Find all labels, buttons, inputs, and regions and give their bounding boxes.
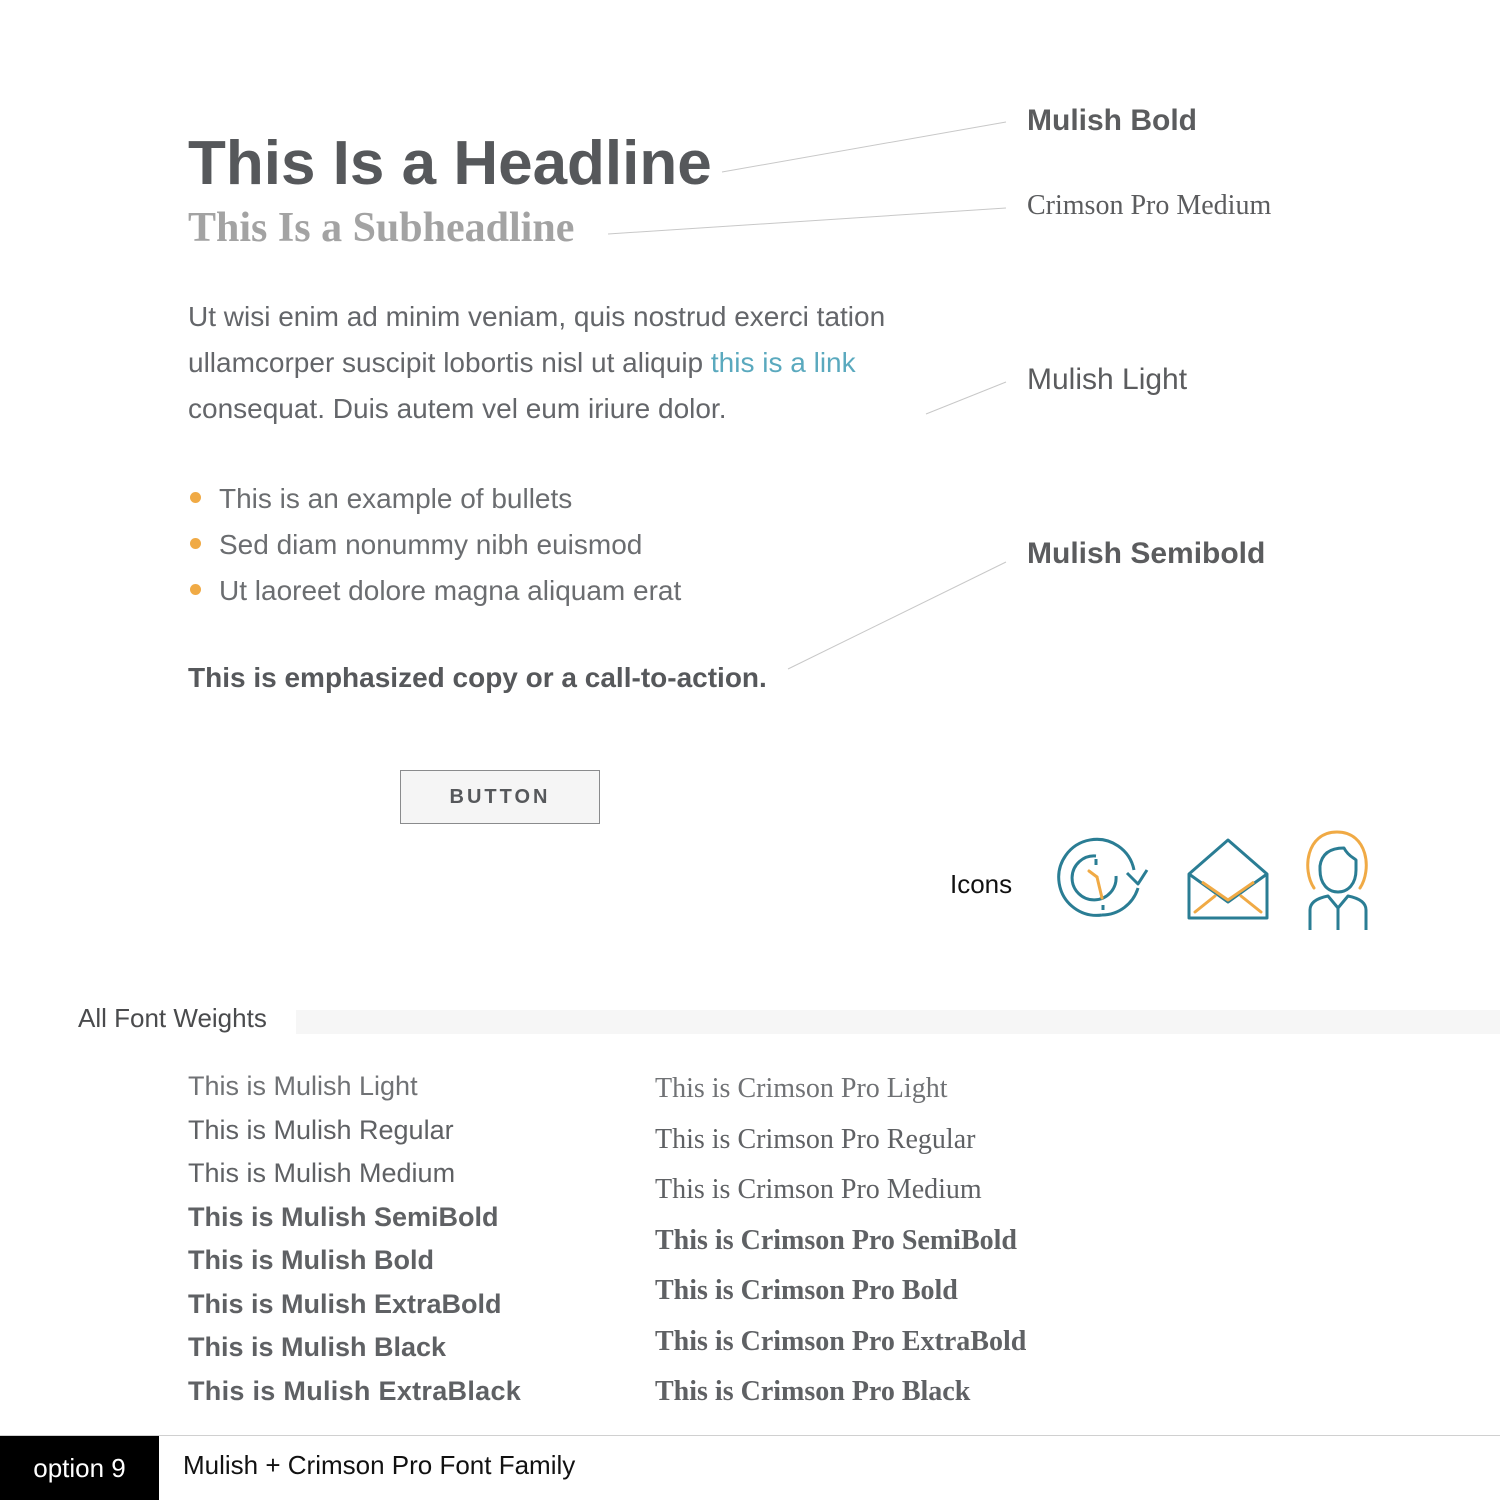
headline: This Is a Headline [188, 129, 712, 198]
cta-button[interactable]: BUTTON [400, 770, 600, 824]
leader-line-emphasis [788, 562, 1006, 669]
list-item-text: This is an example of bullets [219, 483, 573, 514]
weight-sample-crimson-regular: This is Crimson Pro Regular [655, 1123, 976, 1155]
weight-sample-crimson-extrabold: This is Crimson Pro ExtraBold [655, 1325, 1027, 1357]
woman-avatar-icon [1292, 826, 1392, 932]
weight-sample-mulish-semibold: This is Mulish SemiBold [188, 1201, 499, 1232]
clock-refresh-icon [1052, 826, 1152, 932]
weight-sample-mulish-extrabold: This is Mulish ExtraBold [188, 1288, 502, 1319]
icons-label: Icons [950, 869, 1013, 899]
weight-sample-mulish-black: This is Mulish Black [188, 1332, 447, 1362]
footer-divider [0, 1435, 1500, 1436]
section-divider [296, 1010, 1500, 1034]
list-item-text: Sed diam nonummy nibh euismod [219, 529, 643, 560]
crimson-weights-list [655, 1064, 1026, 1418]
weight-sample-mulish-bold: This is Mulish Bold [188, 1245, 435, 1275]
leader-line-headline [722, 122, 1006, 172]
annotation-body-font: Mulish Light [1027, 363, 1188, 396]
weight-sample-crimson-light: This is Crimson Pro Light [655, 1073, 948, 1104]
annotation-subheadline-font: Crimson Pro Medium [1027, 190, 1272, 221]
list-item-text: Ut laoreet dolore magna aliquam erat [219, 575, 682, 606]
weight-sample-mulish-regular: This is Mulish Regular [188, 1114, 454, 1145]
body-text-end: consequat. Duis autem vel eum iriure dolor. [188, 393, 727, 424]
inline-link[interactable]: this is a link [710, 347, 856, 378]
section-title: All Font Weights [78, 1003, 267, 1033]
font-family-title: Mulish + Crimson Pro Font Family [183, 1450, 576, 1480]
weight-sample-crimson-black: This is Crimson Pro Black [655, 1376, 971, 1407]
body-text-start: Ut wisi enim ad minim veniam, quis nostrud exerci tation ullamcorper suscipit lobortis nisl ut aliquip [188, 301, 886, 378]
weight-sample-mulish-medium: This is Mulish Medium [188, 1158, 456, 1188]
open-envelope-icon [1178, 826, 1278, 932]
mulish-weights-list [188, 1065, 521, 1413]
weight-sample-crimson-semibold: This is Crimson Pro SemiBold [655, 1224, 1017, 1256]
weight-sample-crimson-bold: This is Crimson Pro Bold [655, 1275, 958, 1306]
annotation-emphasis-font: Mulish Semibold [1027, 537, 1266, 570]
leader-line-body [926, 382, 1006, 414]
weight-sample-mulish-light: This is Mulish Light [188, 1071, 418, 1101]
emphasized-copy: This is emphasized copy or a call-to-action. [188, 662, 767, 693]
leader-line-subheadline [608, 208, 1006, 234]
weight-sample-crimson-medium: This is Crimson Pro Medium [655, 1174, 982, 1205]
weight-sample-mulish-extrablack: This is Mulish ExtraBlack [188, 1375, 522, 1406]
option-badge: option 9 [0, 1436, 159, 1500]
subheadline: This Is a Subheadline [188, 205, 575, 251]
annotation-headline-font: Mulish Bold [1027, 104, 1197, 137]
